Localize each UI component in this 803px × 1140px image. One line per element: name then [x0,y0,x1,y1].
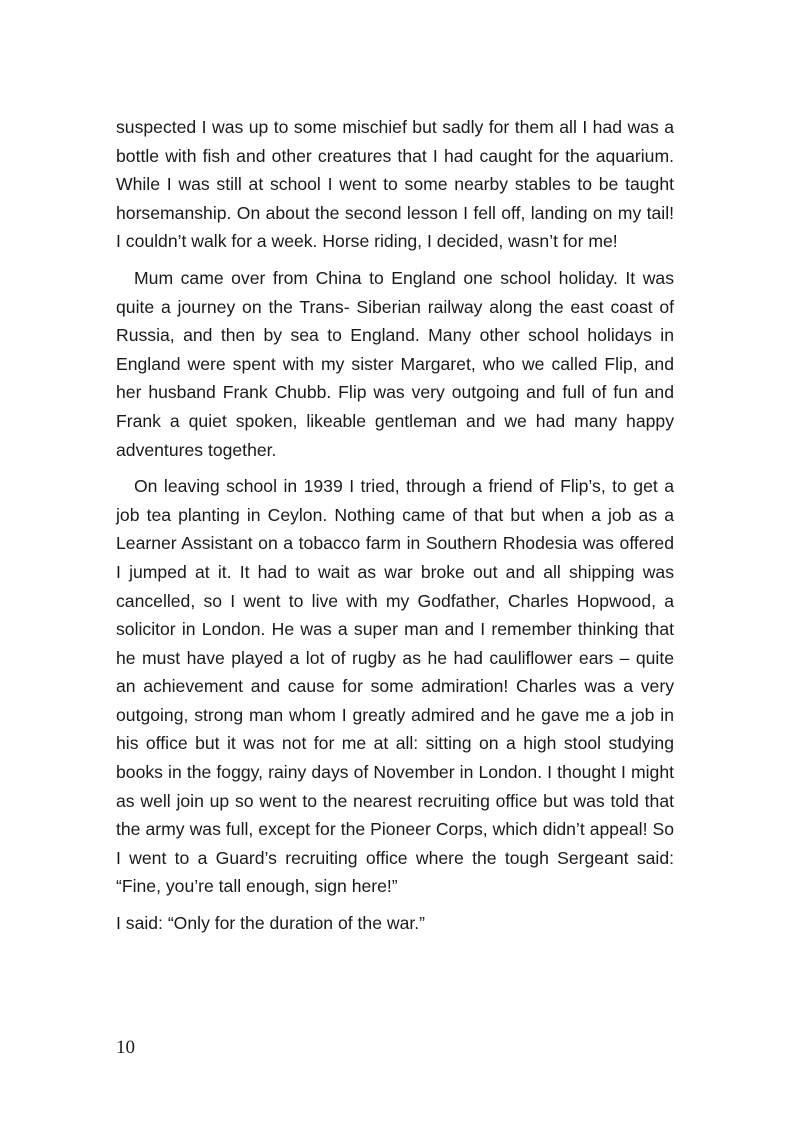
paragraph-mum-visit: Mum came over from China to England one school holiday. It was quite a journey on the Trans- Siberian railway along the east coast of Russia, and then by sea to England. Many other school holidays in England were spent with my sister Margaret, who we called Flip, and her husband Frank Chubb. Flip was very outgoing and full of fun and Frank a quiet spoken, likeable gentleman and we had many happy adventures together. [116,267,674,460]
paragraph-leaving-school: On leaving school in 1939 I tried, through a friend of Flip’s, to get a job tea planting in Ceylon. Nothing came of that but when a job as a Learner Assistant on a tobacco farm in Southern Rhodesia was offered I jumped at it. It had to wait as war broke out and all shipping was cancelled, so I went to live with my Godfather, Charles Hopwood, a solicitor in London. He was a super man and I remember thinking that he must have played a lot of rugby as he had cauliflower ears – quite an achievement and cause for some admiration! Charles was a very outgoing, strong man whom I greatly admired and he gave me a job in his office but it was not for me at all: sitting on a high stool studying books in the foggy, rainy days of November in London. I thought I might as well join up so went to the nearest recruiting office but was told that the army was full, except for the Pioneer Corps, which didn’t appeal! So I went to a Guard’s recruiting office where the tough Sergeant said: “Fine, you’re tall enough, sign here!” [116,476,674,897]
paragraph-continuation: suspected I was up to some mischief but sadly for them all I had was a bottle with fish and other creatures that I had caught for the aquarium. While I was still at school I went to some nearby stables to be taught horsemanship. On about the second lesson I fell off, landing on my tail! I couldn’t walk for a week. Horse riding, I decided, wasn’t for me! [116,117,674,252]
body-text [116,113,674,946]
paragraph-duration-quote: I said: “Only for the duration of the war.” [116,913,426,934]
page-number: 10 [116,1037,135,1058]
